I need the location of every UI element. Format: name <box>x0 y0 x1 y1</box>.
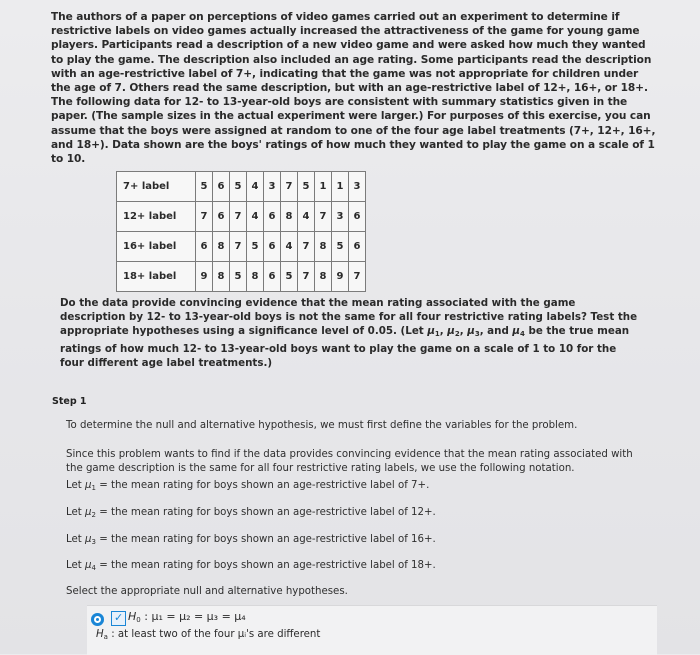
table-row <box>117 172 366 202</box>
row-label: 18+ label <box>117 262 196 292</box>
table-cell: 1 <box>315 172 332 202</box>
step-title: Step 1 <box>52 396 87 407</box>
table-cell: 8 <box>247 262 264 292</box>
checkmark-icon: ✓ <box>111 611 126 626</box>
null-hypothesis: $H_0$ : μ₁ = μ₂ = μ₃ = μ₄ <box>128 610 246 624</box>
table-cell: 7 <box>315 202 332 232</box>
problem-intro: The authors of a paper on perceptions of video games carried out an experiment to determine if restrictive labels on video games actually increased the attractiveness of the game for young game players. Participants read a description of a new video game and were asked how much they wanted to play the game. The description also included an age rating. Some participants read the description with an age-restrictive label of 7+, indicating that the game was not appropriate for children under the age of 7. Others read the same description, but with an age-restrictive label of 12+, 16+, or 18+. The following data for 12- to 13-year-old boys are consistent with summary statistics given in the paper. (The sample sizes in the actual experiment were larger.) For purposes of this exercise, you can assume that the boys were assigned at random to one of the four age label treatments (7+, 12+, 16+, and 18+). Data shown are the boys' ratings of how much they wanted to play the game on a scale of 1 to 10. <box>51 11 656 166</box>
table-cell: 5 <box>196 172 213 202</box>
variable-definition: Let $\mu_3$ = the mean rating for boys shown an age-restrictive label of 16+. <box>66 534 436 546</box>
table-row <box>117 262 366 292</box>
table-cell: 4 <box>281 232 298 262</box>
table-cell: 3 <box>264 172 281 202</box>
table-cell: 9 <box>196 262 213 292</box>
table-cell: 7 <box>349 262 366 292</box>
table-row <box>117 202 366 232</box>
table-cell: 8 <box>315 232 332 262</box>
table-cell: 8 <box>281 202 298 232</box>
table-cell: 5 <box>298 172 315 202</box>
variable-definition: Let $\mu_4$ = the mean rating for boys shown an age-restrictive label of 18+. <box>66 560 436 572</box>
table-row <box>117 232 366 262</box>
variable-definition: Let $\mu_1$ = the mean rating for boys shown an age-restrictive label of 7+. <box>66 480 430 492</box>
table-cell: 6 <box>264 202 281 232</box>
row-label: 16+ label <box>117 232 196 262</box>
table-cell: 7 <box>281 172 298 202</box>
table-cell: 4 <box>298 202 315 232</box>
row-label: 12+ label <box>117 202 196 232</box>
table-cell: 6 <box>213 172 230 202</box>
table-cell: 3 <box>349 172 366 202</box>
row-label: 7+ label <box>117 172 196 202</box>
ratings-table <box>116 171 366 292</box>
table-cell: 4 <box>247 172 264 202</box>
answer-option[interactable] <box>87 605 657 655</box>
alternative-hypothesis: $H_a$ : at least two of the four μᵢ's are different <box>96 629 321 641</box>
select-prompt: Select the appropriate null and alternative hypotheses. <box>66 586 348 597</box>
table-cell: 7 <box>298 232 315 262</box>
table-cell: 4 <box>247 202 264 232</box>
table-cell: 7 <box>230 202 247 232</box>
table-cell: 5 <box>281 262 298 292</box>
step-explanation: Since this problem wants to find if the data provides convincing evidence that the mean rating associated with the game description is the same for all four restrictive rating labels, we use the following notation. <box>66 449 633 474</box>
table-cell: 6 <box>264 262 281 292</box>
table-cell: 8 <box>213 232 230 262</box>
table-cell: 5 <box>230 172 247 202</box>
table-cell: 5 <box>230 262 247 292</box>
table-cell: 7 <box>298 262 315 292</box>
table-cell: 7 <box>230 232 247 262</box>
table-cell: 3 <box>332 202 349 232</box>
table-cell: 8 <box>213 262 230 292</box>
table-cell: 6 <box>264 232 281 262</box>
table-cell: 5 <box>247 232 264 262</box>
step-intro: To determine the null and alternative hypothesis, we must first define the variables for the problem. <box>66 420 578 431</box>
table-cell: 6 <box>349 232 366 262</box>
radio-selected-icon[interactable] <box>91 613 104 626</box>
table-cell: 7 <box>196 202 213 232</box>
table-cell: 6 <box>196 232 213 262</box>
table-cell: 8 <box>315 262 332 292</box>
table-cell: 6 <box>213 202 230 232</box>
table-cell: 9 <box>332 262 349 292</box>
table-cell: 5 <box>332 232 349 262</box>
question-text: Do the data provide convincing evidence that the mean rating associated with the game description by 12- to 13-year-old boys is not the same for all four restrictive rating labels? Test the appropriate hypotheses using a significance level of 0.05. (Let $\mu_1$, $\mu_2$, $\mu_3$, and $\mu_4$ be the true mean ratings of how much 12- to 13-year-old boys want to play the game on a scale of 1 to 10 for the four different age label treatments.) <box>60 297 638 369</box>
table-cell: 1 <box>332 172 349 202</box>
table-cell: 6 <box>349 202 366 232</box>
variable-definition: Let $\mu_2$ = the mean rating for boys shown an age-restrictive label of 12+. <box>66 507 436 519</box>
